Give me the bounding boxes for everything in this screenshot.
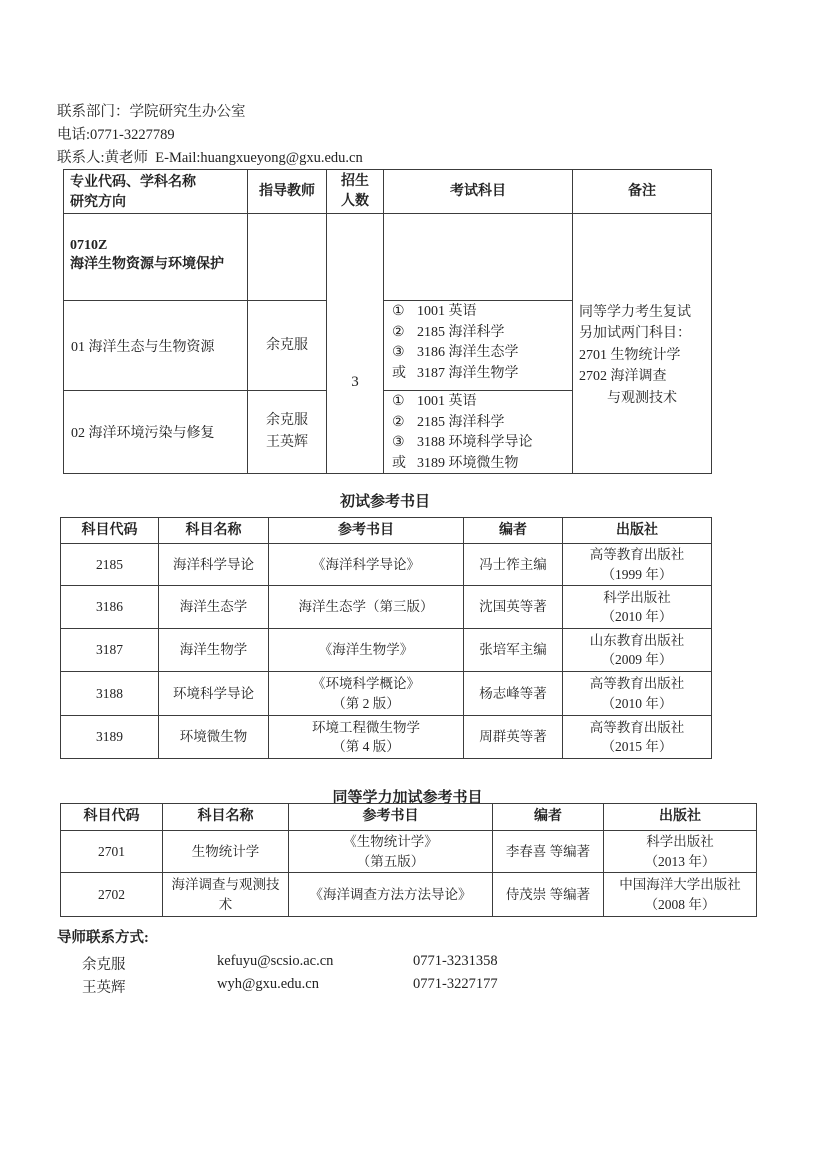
cell-book [289,831,493,873]
contact-person-email: 联系人:黄老师 E-Mail:huangxueyong@gxu.edu.cn [57,150,363,166]
remark-line: 同等学力考生复试 [579,305,691,320]
cell-subject-name: 海洋生物学 [159,629,269,672]
cell-book [269,544,464,586]
subject-prefix: ① [392,394,405,409]
subject-line [392,454,572,475]
program-code: 0710Z [70,238,108,253]
book-line: 环境工程微生物学 [312,719,420,735]
book-line: （第 2 版） [332,695,400,711]
subject-prefix: ③ [392,345,405,360]
subject-text: 1001 英语 [417,304,477,319]
column-header: 出版社 [604,804,756,831]
header-enrollment-line2: 人数 [341,193,369,209]
subject-text: 2185 海洋科学 [417,324,505,340]
publisher-line: 科学出版社 [646,834,714,849]
advisor-cell [248,391,327,473]
cell-code: 3186 [61,586,159,629]
initial-books-table [60,517,712,759]
column-header: 编者 [464,518,563,544]
tutor-name: 余克服 [82,957,126,973]
subject-line [392,323,572,344]
header-remark-column [573,170,711,214]
column-header: 科目代码 [61,804,163,831]
cell-publisher [604,873,756,916]
subjects-cell-01 [384,301,573,391]
direction-name-cell [64,301,248,391]
tutor-phone: 0771-3227177 [413,976,498,992]
header-enrollment-line1: 招生 [341,174,369,189]
enrollment-cell [327,214,384,473]
supplementary-books-title: 同等学力加试参考书目 [332,790,483,806]
cell-publisher [563,544,711,586]
cell-publisher [563,629,711,672]
header-program-line2: 研究方向 [70,194,126,210]
cell-code: 3187 [61,629,159,672]
tutor-row [57,976,498,999]
book-line: 《生物统计学》 [343,834,438,849]
cell-book [269,716,464,758]
remark-line: 另加试两门科目： [579,326,691,342]
column-header: 科目名称 [163,804,289,831]
tutor-rows [57,953,498,999]
book-line: （第 4 版） [332,739,400,754]
subject-prefix: ② [392,324,405,340]
header-remark-label: 备注 [628,183,656,199]
cell-publisher [563,716,711,758]
publisher-line: 高等教育出版社 [589,547,685,562]
cell-book [289,873,493,916]
book-line: 《海洋科学导论》 [312,556,420,572]
subject-line [392,392,572,413]
cell-editor: 张培军主编 [464,629,563,672]
cell-editor: 侍茂崇 等编著 [493,873,604,916]
initial-books-title: 初试参考书目 [339,494,430,510]
subject-text: 2185 海洋科学 [417,414,505,430]
tutor-name: 王英辉 [82,980,126,996]
cell-subject-name: 海洋科学导论 [159,544,269,586]
cell-code: 2701 [61,831,163,873]
subject-text: 3188 环境科学导论 [417,435,533,450]
cell-subject-name: 生物统计学 [163,831,289,873]
cell-code: 2185 [61,544,159,586]
header-program-line1: 专业代码、学科名称 [70,175,196,190]
book-line: （第五版） [356,853,425,869]
publisher-line: （2013 年） [644,853,716,869]
subject-line [392,433,572,454]
contact-block [57,101,363,170]
cell-book [269,629,464,672]
cell-subject-name: 海洋调查与观测技术 [163,873,289,916]
admission-table [63,169,712,474]
cell-code: 3188 [61,672,159,716]
book-line: 《海洋生物学》 [318,642,414,658]
empty-subjects-cell [384,214,573,301]
publisher-line: 高等教育出版社 [589,676,685,691]
tutor-email: kefuyu@scsio.ac.cn [217,953,334,969]
column-header: 科目代码 [61,518,159,544]
supplementary-books-table [60,803,757,917]
cell-publisher [563,586,711,629]
publisher-line: 科学出版社 [603,589,671,605]
subject-line [392,343,572,364]
tutor-row [57,953,498,976]
contact-phone: 电话:0771-3227789 [57,127,175,143]
column-header: 参考书目 [289,804,493,831]
publisher-line: （2015 年） [601,739,673,754]
header-advisor-column [248,170,327,214]
remark-line: 2701 生物统计学 [579,347,681,363]
book-line: 海洋生态学（第三版） [298,599,434,615]
empty-advisor-cell [248,214,327,301]
cell-subject-name: 环境微生物 [159,716,269,758]
book-line: 《环境科学概论》 [312,676,420,691]
subject-prefix: ① [392,304,405,319]
advisor-name: 余克服 [266,337,308,353]
tutor-phone: 0771-3231358 [413,953,498,969]
program-name: 海洋生物资源与环境保护 [70,257,224,272]
header-program-column [64,170,248,214]
enrollment-count: 3 [351,374,359,390]
cell-subject-name: 海洋生态学 [159,586,269,629]
cell-editor: 杨志峰等著 [464,672,563,716]
subject-text: 1001 英语 [417,394,477,409]
direction-name-cell [64,391,248,473]
column-header: 编者 [493,804,604,831]
remark-cell [573,214,711,473]
advisor-name: 余克服 [266,413,308,428]
header-subjects-label: 考试科目 [450,183,506,199]
publisher-line: （2010 年） [601,609,673,624]
publisher-line: （2010 年） [601,695,673,711]
publisher-line: （1999 年） [601,566,673,582]
publisher-line: 山东教育出版社 [589,632,685,648]
column-header: 科目名称 [159,518,269,544]
contact-department: 联系部门：学院研究生办公室 [57,104,246,120]
cell-subject-name: 环境科学导论 [159,672,269,716]
header-advisor-label: 指导教师 [259,183,315,199]
cell-book [269,672,464,716]
cell-book [269,586,464,629]
cell-publisher [604,831,756,873]
cell-editor: 沈国英等著 [464,586,563,629]
cell-editor: 冯士筰主编 [464,544,563,586]
advisor-cell [248,301,327,391]
cell-code: 3189 [61,716,159,758]
program-cell [64,214,248,301]
book-line: 《海洋调查方法方法导论》 [309,886,472,902]
column-header: 出版社 [563,518,711,544]
cell-editor: 周群英等著 [464,716,563,758]
remark-line: 2702 海洋调查 [579,369,667,385]
subject-prefix: ③ [392,435,405,450]
subject-line [392,413,572,434]
tutors-block [57,930,498,999]
advisor-name: 王英辉 [266,435,308,450]
tutor-email: wyh@gxu.edu.cn [217,976,319,992]
remark-line: 与观测技术 [607,390,677,406]
publisher-line: 中国海洋大学出版社 [619,877,741,892]
header-subjects-column [384,170,573,214]
subjects-cell-02 [384,391,573,473]
subject-text: 3186 海洋生态学 [417,345,519,360]
cell-editor: 李春喜 等编著 [493,831,604,873]
subject-line [392,364,572,385]
publisher-line: （2009 年） [601,652,673,667]
subject-prefix: 或 [392,365,406,381]
subject-text: 3187 海洋生物学 [417,365,519,381]
cell-code: 2702 [61,873,163,916]
direction-01-name: 01 海洋生态与生物资源 [71,339,215,355]
subject-prefix: ② [392,414,405,430]
subject-text: 3189 环境微生物 [417,455,519,471]
subject-prefix: 或 [392,455,406,471]
direction-02-name: 02 海洋环境污染与修复 [71,426,215,441]
publisher-line: （2008 年） [644,896,716,912]
subject-line [392,302,572,323]
tutors-heading: 导师联系方式: [57,930,149,946]
publisher-line: 高等教育出版社 [589,719,685,735]
column-header: 参考书目 [269,518,464,544]
header-enrollment-column [327,170,384,214]
cell-publisher [563,672,711,716]
